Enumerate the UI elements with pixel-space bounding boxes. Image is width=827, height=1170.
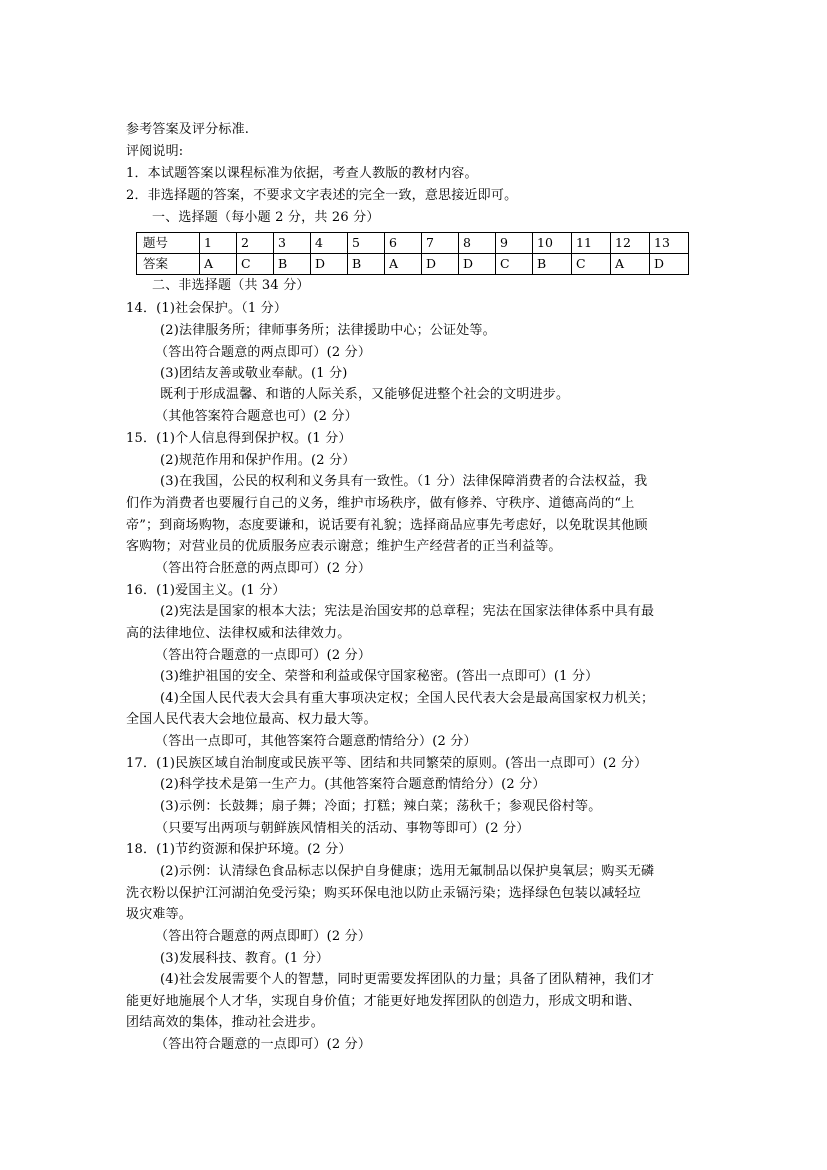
note-1: 1．本试题答案以课程标准为依据，考查人教版的教材内容。 <box>126 166 478 181</box>
answer-line: 15．(1)个人信息得到保护权。(1 分） <box>126 431 352 446</box>
answer-header: 答案 <box>137 254 200 275</box>
table-cell: C <box>572 254 611 275</box>
answer-line: 17．(1)民族区域自治制度或民族平等、团结和共同繁荣的原则。(答出一点即可）(2 分） <box>126 756 648 771</box>
answer-row <box>137 254 689 275</box>
answer-line: （答出符合题意的一点即可）(2 分） <box>155 648 372 663</box>
answer-line: (2)宪法是国家的根本大法；宪法是治国安邦的总章程；宪法在国家法律体系中具有最 <box>160 604 655 619</box>
table-cell: 2 <box>237 233 274 254</box>
table-cell: 3 <box>274 233 311 254</box>
answer-line: 客购物；对营业员的优质服务应表示谢意；维护生产经营者的正当利益等。 <box>126 539 562 554</box>
answer-line: 18．(1)节约资源和保护环境。(2 分） <box>126 842 352 857</box>
table-cell: 1 <box>200 233 237 254</box>
answer-line: 既利于形成温馨、和谐的人际关系，又能够促进整个社会的文明进步。 <box>160 387 570 402</box>
answer-line: (3)在我国，公民的权利和义务具有一致性。（1 分）法律保障消费者的合法权益，我 <box>160 474 648 489</box>
answer-line: 圾灾难等。 <box>126 907 193 922</box>
answer-line: 团结高效的集体，推动社会进步。 <box>126 1015 325 1030</box>
answer-line: (4)社会发展需要个人的智慧，同时更需要发挥团队的力量；具备了团队精神，我们才 <box>160 972 655 987</box>
answer-line: 能更好地施展个人才华，实现自身价值；才能更好地发挥团队的创造力，形成文明和谐、 <box>126 994 641 1009</box>
question-row <box>137 233 689 254</box>
table-cell: 7 <box>422 233 459 254</box>
answer-line: (3)示例：长鼓舞；扇子舞；冷面；打糕；辣白菜；荡秋千；参观民俗村等。 <box>160 799 602 814</box>
table-cell: B <box>348 254 385 275</box>
table-cell: C <box>237 254 274 275</box>
table-cell: A <box>200 254 237 275</box>
table-cell: D <box>650 254 689 275</box>
table-cell: 6 <box>385 233 422 254</box>
answer-line: （答出符合胚意的两点即可）(2 分） <box>155 561 372 576</box>
answer-line: 14．(1)社会保护。（1 分） <box>126 301 288 316</box>
answer-line: （答出符合题意的一点即可）(2 分） <box>155 1037 372 1052</box>
answer-line: 洗衣粉以保护江河湖泊免受污染；购买环保电池以防止汞镉污染；选择绿色包装以减轻垃 <box>126 886 641 901</box>
answer-line: （只要写出两项与朝鲜族风情相关的活动、事物等即可）(2 分） <box>155 821 530 836</box>
table-cell: 11 <box>572 233 611 254</box>
table-cell: 5 <box>348 233 385 254</box>
table-cell: 8 <box>459 233 496 254</box>
note-2: 2．非选择题的答案，不要求文字表述的完全一致，意思接近即可。 <box>126 188 518 203</box>
answer-line: (2)科学技术是第一生产力。(其他答案符合题意酌情给分）(2 分） <box>160 777 546 792</box>
table-cell: D <box>311 254 348 275</box>
table-cell: B <box>533 254 572 275</box>
answer-line: （答出符合题意的两点即町）(2 分） <box>155 929 372 944</box>
answer-table <box>136 232 689 275</box>
answer-line: (3)团结友善或敬业奉献。(1 分) <box>160 366 348 381</box>
table-cell: C <box>496 254 533 275</box>
table-cell: B <box>274 254 311 275</box>
answer-line: 16．(1)爱国主义。(1 分） <box>126 583 286 598</box>
table-cell: A <box>611 254 650 275</box>
table-cell: 10 <box>533 233 572 254</box>
answer-line: (3)发展科技、教育。(1 分） <box>160 951 330 966</box>
answer-line: （其他答案符合题意也可）(2 分） <box>155 409 358 424</box>
answer-line: 全国人民代表大会地位最高、权力最大等。 <box>126 712 377 727</box>
answer-line: (3)维护祖国的安全、荣誉和利益或保守国家秘密。(答出一点即可）(1 分） <box>160 669 599 684</box>
review-label: 评阅说明: <box>126 144 184 159</box>
table-cell: 9 <box>496 233 533 254</box>
question-header: 题号 <box>137 233 200 254</box>
doc-title: 参考答案及评分标准. <box>126 122 250 137</box>
answer-line: (4)全国人民代表大会具有重大事项决定权；全国人民代表大会是最高国家权力机关； <box>160 691 655 706</box>
table-cell: A <box>385 254 422 275</box>
answer-line: (2)示例：认清绿色食品标志以保护自身健康；选用无氟制品以保护臭氧层；购买无磷 <box>160 864 655 879</box>
answer-line: (2)规范作用和保护作用。(2 分） <box>160 453 356 468</box>
table-cell: D <box>459 254 496 275</box>
table-cell: 12 <box>611 233 650 254</box>
answer-line: 帝”；到商场购物，态度要谦和，说话要有礼貌；选择商品应事先考虑好，以免耽误其他顾 <box>126 518 648 533</box>
answer-line: （答出一点即可，其他答案符合题意酌情给分）(2 分） <box>155 734 477 749</box>
answer-line: 们作为消费者也要履行自己的义务，维护市场秩序，做有修养、守秩序、道德高尚的“上 <box>126 496 635 511</box>
section-1-title: 一、选择题（每小题 2 分，共 26 分） <box>152 210 380 225</box>
table-cell: D <box>422 254 459 275</box>
table-cell: 13 <box>650 233 689 254</box>
answer-line: (2)法律服务所；律师事务所；法律援助中心；公证处等。 <box>160 323 496 338</box>
table-cell: 4 <box>311 233 348 254</box>
answer-line: （答出符合题意的两点即可）(2 分） <box>155 345 372 360</box>
section-2-title: 二、非选择题（共 34 分） <box>152 278 310 293</box>
answer-line: 高的法律地位、法律权威和法律效力。 <box>126 626 351 641</box>
